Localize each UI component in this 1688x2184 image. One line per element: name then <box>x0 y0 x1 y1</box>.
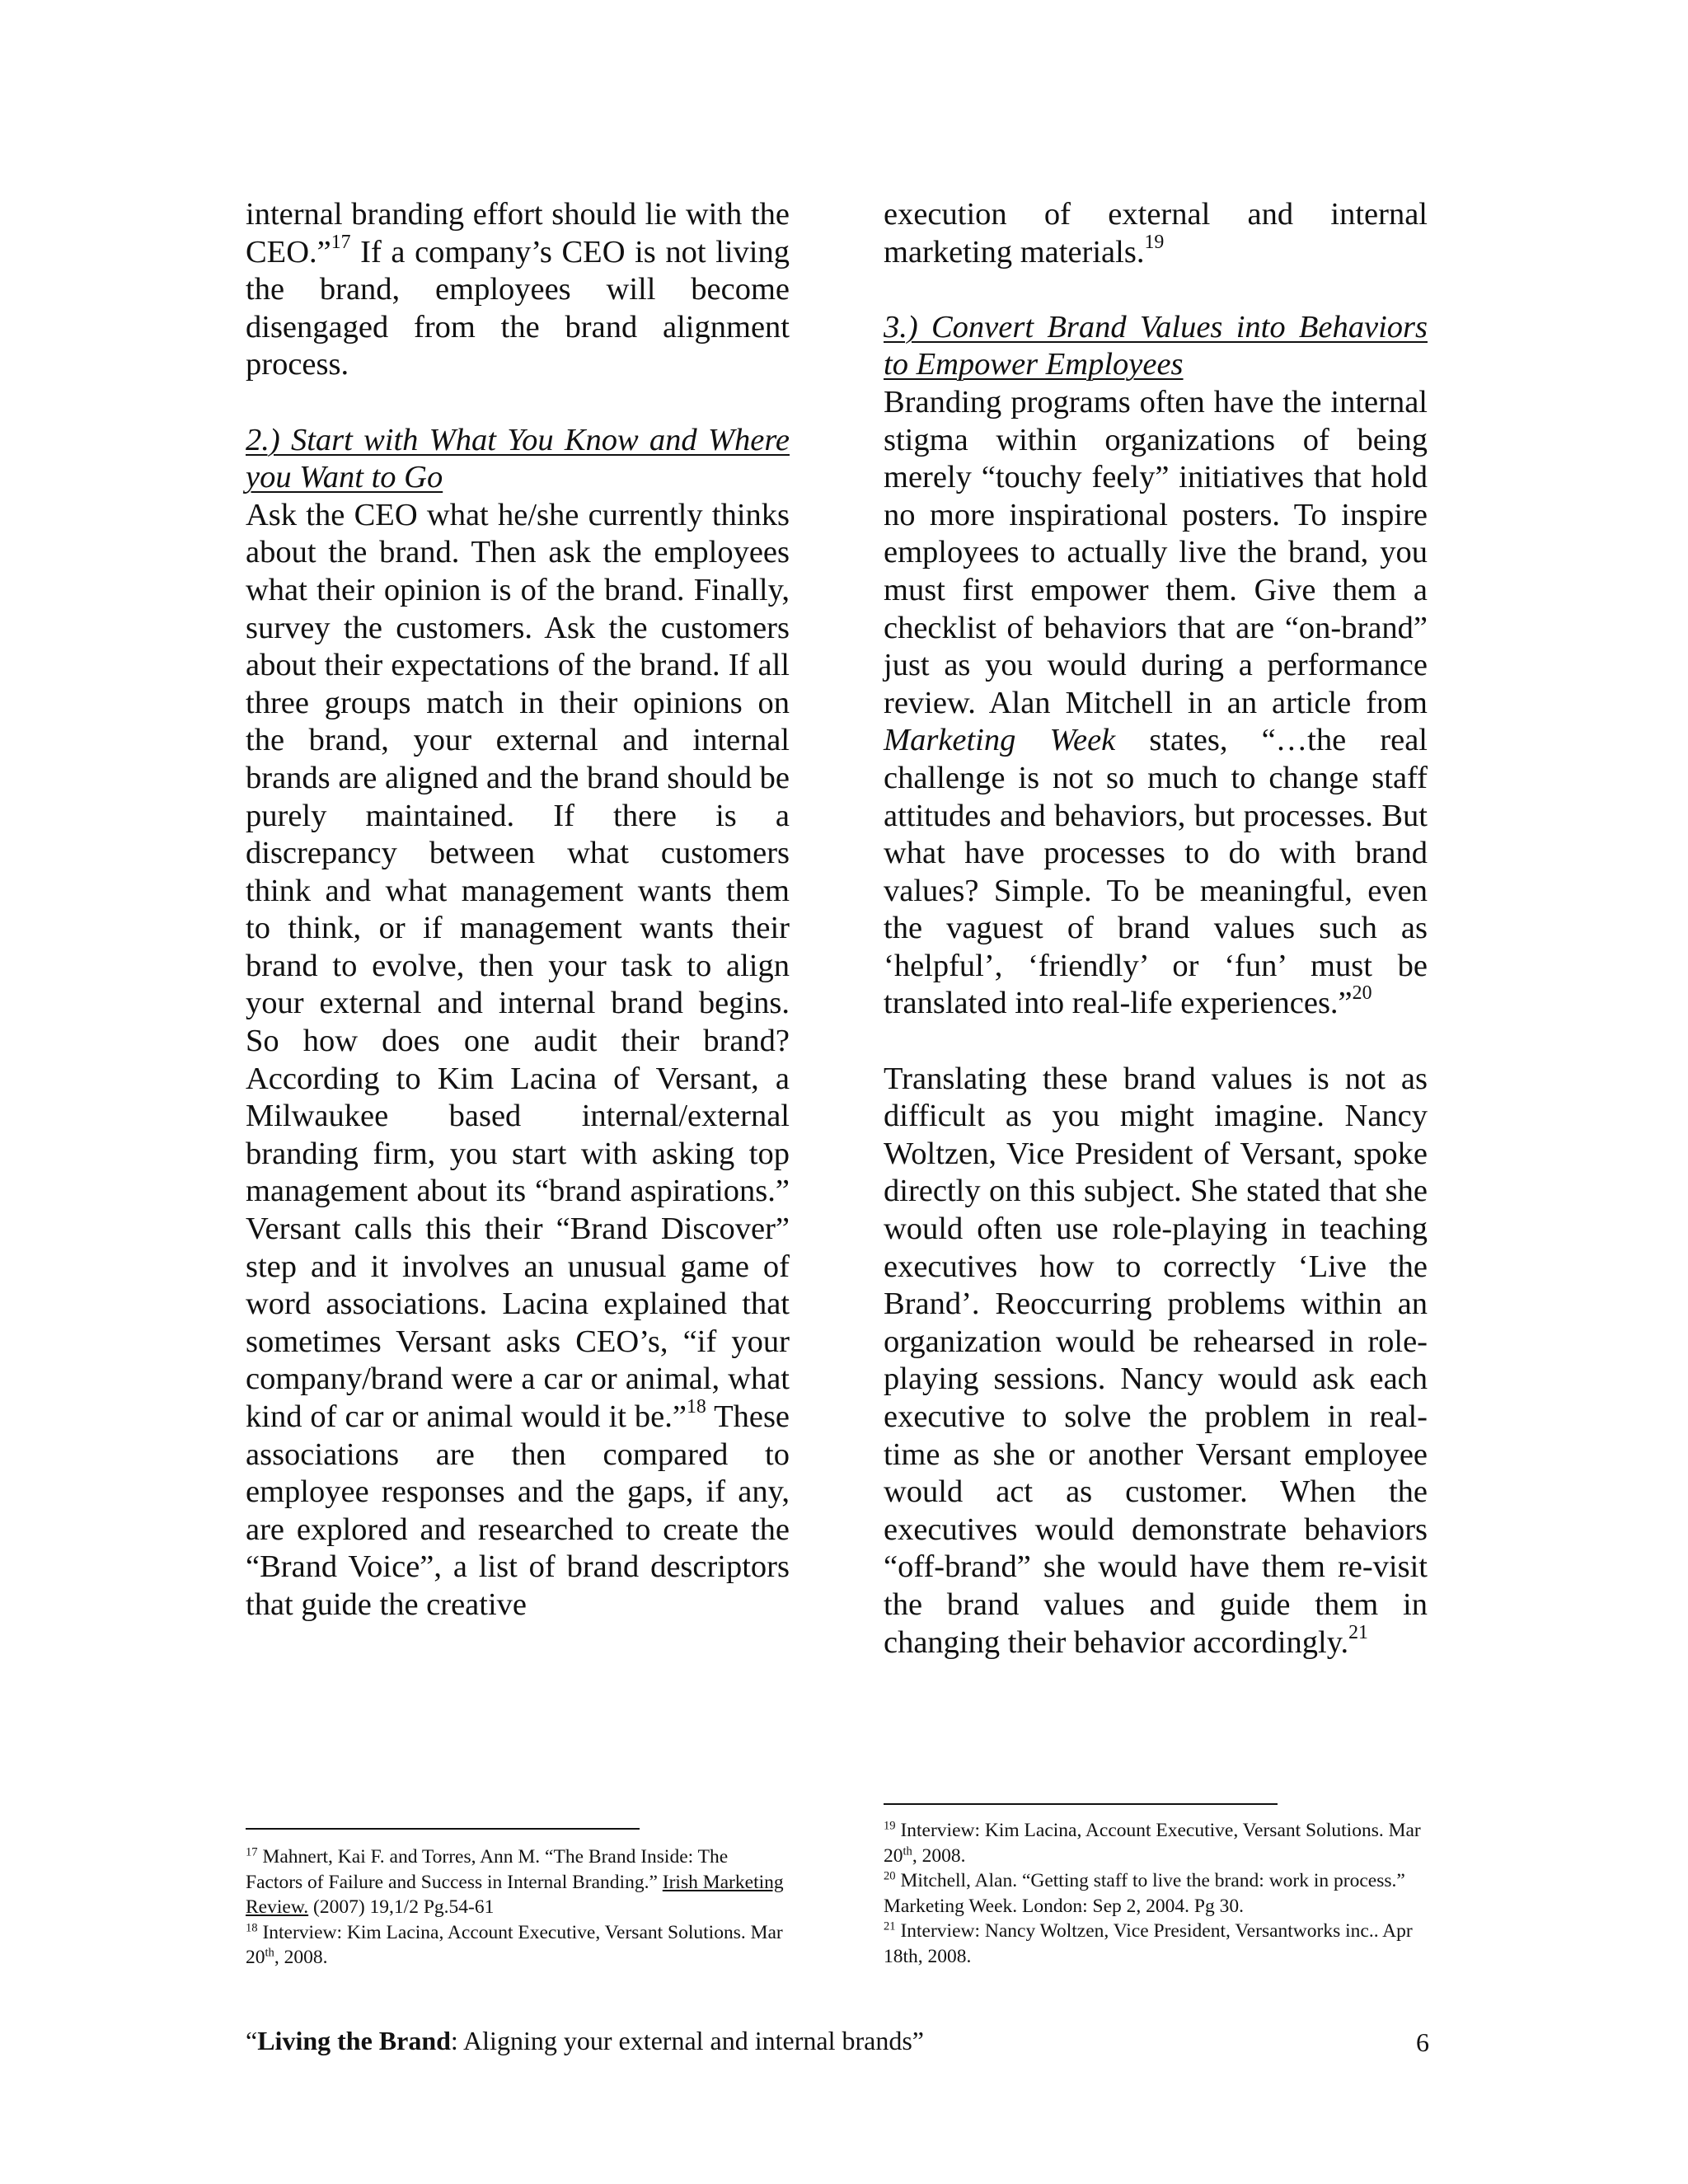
right-paragraph-1 <box>884 196 1428 271</box>
footer-title-rest: : Aligning your external and internal brands” <box>450 2026 924 2055</box>
journal-title: Irish Marketing Review. <box>246 1871 784 1918</box>
right-paragraph-3 <box>884 1061 1428 1662</box>
text-run: Translating these brand values is not as difficult as you might imagine. Nancy Woltzen, Vice President of Versant, spoke directly on this subject. She stated that she would often use role-playing in teaching executives how to correctly ‘Live the Brand’. Reoccurring problems within an organization would be rehearsed in role-playing sessions. Nancy would ask each executive to solve the problem in real-time as she or another Versant employee would act as customer. When the executives would demonstrate behaviors “off-brand” she would have them re-visit the brand values and guide them in changing their behavior accordingly. <box>884 1061 1428 1660</box>
right-paragraph-2 <box>884 384 1428 1023</box>
footnote-17 <box>246 1844 790 1920</box>
quote-mark: “ <box>246 2026 258 2055</box>
footnote-separator-right <box>884 1803 1278 1805</box>
footnote-separator-left <box>246 1828 640 1830</box>
footer-title <box>246 2024 924 2057</box>
footnote-text: , 2008. <box>912 1844 966 1867</box>
footnote-text: Interview: Kim Lacina, Account Executive, Versant Solutions. Mar 20 <box>246 1921 783 1968</box>
text-run: These associations are then compared to employee responses and the gaps, if any, are explored and researched to create the “Brand Voice”, a list of brand descriptors that guide the creative <box>246 1399 790 1622</box>
footer-title-bold: Living the Brand <box>257 2026 451 2055</box>
footnote-text: , 2008. <box>274 1947 328 1968</box>
footnotes-left <box>246 1844 790 1971</box>
text-run: states, “…the real challenge is not so much to change staff attitudes and behaviors, but processes. But what have processes to do with brand values? Simple. To be meaningful, even the vaguest of brand values such as ‘helpful’, ‘friendly’ or ‘fun’ must be translated into real-life experiences.” <box>884 723 1428 1021</box>
page-number: 6 <box>1416 2027 1429 2057</box>
footnote-text: Interview: Kim Lacina, Account Executive, Versant Solutions. Mar 20 <box>884 1820 1421 1867</box>
right-column <box>884 196 1428 1661</box>
footnote-number: 17 <box>246 1845 258 1859</box>
ordinal-suffix: th <box>903 1844 912 1858</box>
footnote-number: 18 <box>246 1920 258 1934</box>
footnote-ref-21: 21 <box>1348 1621 1368 1643</box>
footnotes-right <box>884 1818 1428 1969</box>
ordinal-suffix: th <box>265 1946 274 1960</box>
footnote-text: Mitchell, Alan. “Getting staff to live the brand: work in process.” Marketing Week. London: Sep 2, 2004. Pg 30. <box>884 1870 1405 1917</box>
footnote-ref-20: 20 <box>1352 982 1372 1005</box>
footnote-text: Mahnert, Kai F. and Torres, Ann M. “The Brand Inside: The Factors of Failure and Success in Internal Branding.” <box>246 1846 729 1893</box>
text-run: If a company’s CEO is not living the brand, employees will become disengaged from the brand alignment process. <box>246 234 790 382</box>
left-column <box>246 196 790 1624</box>
footnote-21 <box>884 1919 1428 1969</box>
footnote-text: Interview: Nancy Woltzen, Vice President, Versantworks inc.. Apr 18th, 2008. <box>884 1920 1413 1967</box>
section-heading-3: 3.) Convert Brand Values into Behaviors to Empower Employees <box>884 309 1428 382</box>
footnote-ref-19: 19 <box>1144 231 1165 253</box>
text-run: Branding programs often have the internal stigma within organizations of being merely “touchy feely” initiatives that hold no more inspirational posters. To inspire employees to actually live the brand, you must first empower them. Give them a checklist of behaviors that are “on-brand” just as you would during a performance review. Alan Mitchell in an article from <box>884 384 1428 720</box>
text-run: internal branding effort should lie with the CEO.” <box>246 197 790 269</box>
footnote-number: 19 <box>884 1819 896 1833</box>
footnote-ref-17: 17 <box>331 231 351 253</box>
left-paragraph-2 <box>246 497 790 1624</box>
left-paragraph-1 <box>246 196 790 384</box>
footnote-20 <box>884 1868 1428 1919</box>
publication-title: Marketing Week <box>884 723 1116 758</box>
footnote-18 <box>246 1920 790 1971</box>
section-heading-2: 2.) Start with What You Know and Where you Want to Go <box>246 422 790 495</box>
footnote-19 <box>884 1818 1428 1868</box>
footnote-text: (2007) 19,1/2 Pg.54-61 <box>308 1896 495 1918</box>
footnote-number: 21 <box>884 1919 896 1933</box>
text-run: execution of external and internal marketing materials. <box>884 197 1428 269</box>
text-run: Ask the CEO what he/she currently thinks about the brand. Then ask the employees what their opinion is of the brand. Finally, survey the customers. Ask the customers about their expectations of the brand. If all three groups match in their opinions on the brand, your external and internal brands are aligned and the brand should be purely maintained. If there is a discrepancy between what customers think and what management wants them to think, or if management wants their brand to evolve, then your task to align your external and internal brand begins. So how does one audit their brand? According to Kim Lacina of Versant, a Milwaukee based internal/external branding firm, you start with asking top management about its “brand aspirations.” Versant calls this their “Brand Discover” step and it involves an unusual game of word associations. Lacina explained that sometimes Versant asks CEO’s, “if your company/brand were a car or animal, what kind of car or animal would it be.” <box>246 497 790 1434</box>
footnote-ref-18: 18 <box>686 1395 706 1418</box>
footnote-number: 20 <box>884 1869 896 1883</box>
